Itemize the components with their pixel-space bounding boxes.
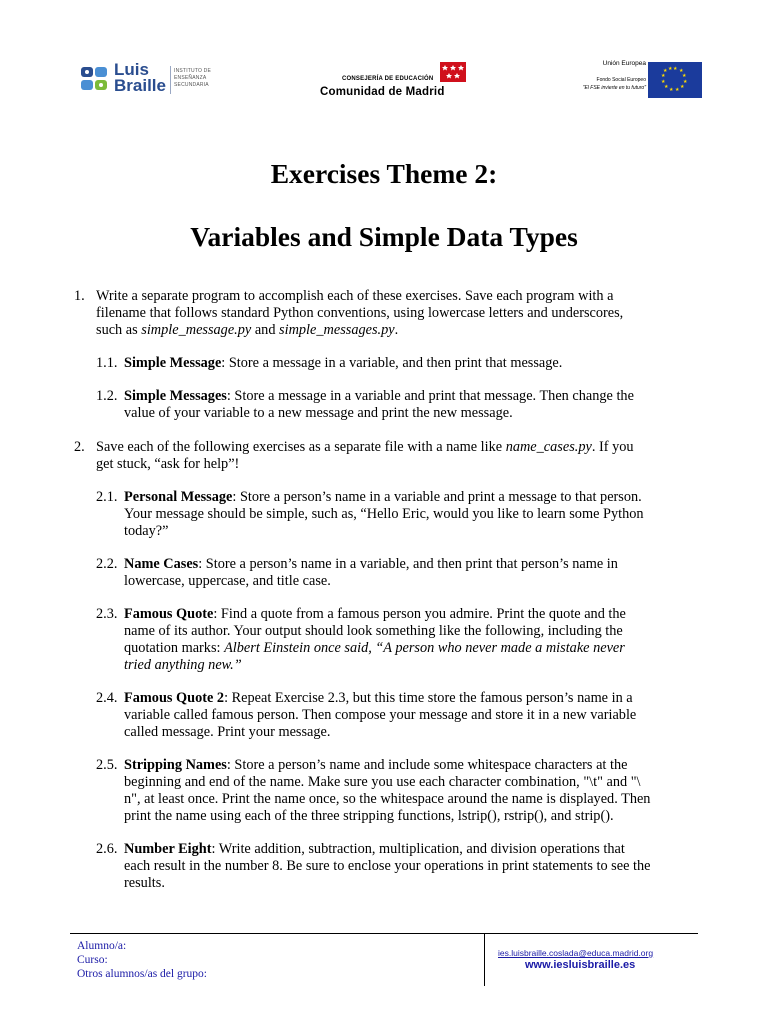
page-title: Exercises Theme 2: [270, 158, 498, 189]
comunidad-label: Comunidad de Madrid [320, 86, 445, 98]
alumno-label: Alumno/a: [77, 940, 127, 952]
eu-slogan: "El FSE invierte en tu futuro" [582, 85, 646, 91]
eu-flag-icon [648, 62, 702, 98]
otros-label: Otros alumnos/as del grupo: [77, 968, 207, 980]
exercise-number: 2. [74, 439, 85, 455]
school-email-link[interactable]: ies.luisbraille.coslada@educa.madrid.org [498, 948, 654, 958]
svg-text:★: ★ [680, 84, 685, 90]
page-header [0, 56, 768, 106]
svg-text:★: ★ [669, 87, 674, 93]
svg-text:★: ★ [661, 79, 666, 85]
page-subtitle: Variables and Simple Data Types [190, 221, 578, 252]
svg-text:★: ★ [679, 68, 684, 74]
svg-text:★: ★ [661, 73, 666, 79]
luis-braille-logo-icon [80, 64, 112, 96]
svg-text:★: ★ [683, 79, 688, 85]
svg-text:★: ★ [675, 87, 680, 93]
luis-braille-wordmark: Luis Braille [114, 60, 166, 95]
exercise-text: Stripping Names: Store a person’s name and include some whitespace characters at the beginning and end of the name. Make sure you use each character combination, "\t" and "\ n", at least once. Print the name once, so the whitespace around the name is displayed. Then print the name using each of the three stripping functions, lstrip(), rstrip(), and strip(). [124, 757, 651, 824]
exercise-number: 1. [74, 288, 85, 304]
page-footer [70, 933, 698, 985]
comunidad-madrid-logo [316, 62, 468, 102]
exercise-text: Personal Message: Store a person’s name in a variable and print a message to that person. Your message should be simple, such as, “Hello Eric, would you like to learn some Python today?” [124, 489, 644, 539]
exercise-number: 1.1. [96, 355, 118, 371]
exercise-number: 2.3. [96, 606, 118, 622]
school-website-link[interactable]: www.iesluisbraille.es [525, 959, 636, 971]
svg-text:★: ★ [664, 84, 669, 90]
svg-text:★: ★ [668, 66, 673, 72]
svg-text:★: ★ [682, 73, 687, 79]
eu-title: Unión Europea [602, 60, 646, 67]
exercise-number: 2.1. [96, 489, 118, 505]
eu-fund: Fondo Social Europeo [596, 77, 646, 83]
student-info [77, 939, 207, 981]
luis-braille-logo [80, 62, 212, 98]
madrid-flag-icon [440, 62, 466, 82]
exercise-number: 2.5. [96, 757, 118, 773]
exercise-text: Save each of the following exercises as a separate file with a name like name_cases.py. If you get stuck, “ask for help”! [96, 439, 634, 472]
svg-text:★: ★ [673, 66, 678, 72]
exercise-number: 2.4. [96, 690, 118, 706]
exercise-number: 2.2. [96, 556, 118, 572]
exercise-text: Write a separate program to accomplish each of these exercises. Save each program with a filename that follows standard Python conventions, using lowercase letters and underscores, such as simple_message.py and simple_messages.py. [96, 288, 624, 338]
union-europea-logo [560, 60, 704, 100]
exercise-text: Famous Quote 2: Repeat Exercise 2.3, but this time store the famous person’s name in a variable called famous person. Then compose your message and store it in a new variable called message. Print your message. [124, 690, 637, 740]
consejeria-label: CONSEJERÍA DE EDUCACIÓN [342, 76, 434, 82]
exercise-text: Name Cases: Store a person’s name in a variable, and then print that person’s name in lowercase, uppercase, and title case. [124, 556, 618, 589]
curso-label: Curso: [77, 954, 108, 966]
school-subtitle: INSTITUTO DE ENSEÑANZA SECUNDARIA [174, 68, 212, 88]
svg-text:★: ★ [663, 68, 668, 74]
exercise-number: 1.2. [96, 388, 118, 404]
exercise-text: Simple Message: Store a message in a variable, and then print that message. [124, 355, 563, 371]
exercise-number: 2.6. [96, 841, 118, 857]
exercise-text: Famous Quote: Find a quote from a famous person you admire. Print the quote and the name of its author. Your output should look something like the following, including the quotation marks: Albert Einstein once said, “A person who never made a mistake never tried anything new.” [124, 606, 626, 673]
exercise-text: Number Eight: Write addition, subtraction, multiplication, and division operations that each result in the number 8. Be sure to enclose your operations in print statements to see the results. [124, 841, 651, 891]
exercise-text: Simple Messages: Store a message in a variable and print that message. Then change the value of your variable to a new message and print the new message. [124, 388, 634, 421]
